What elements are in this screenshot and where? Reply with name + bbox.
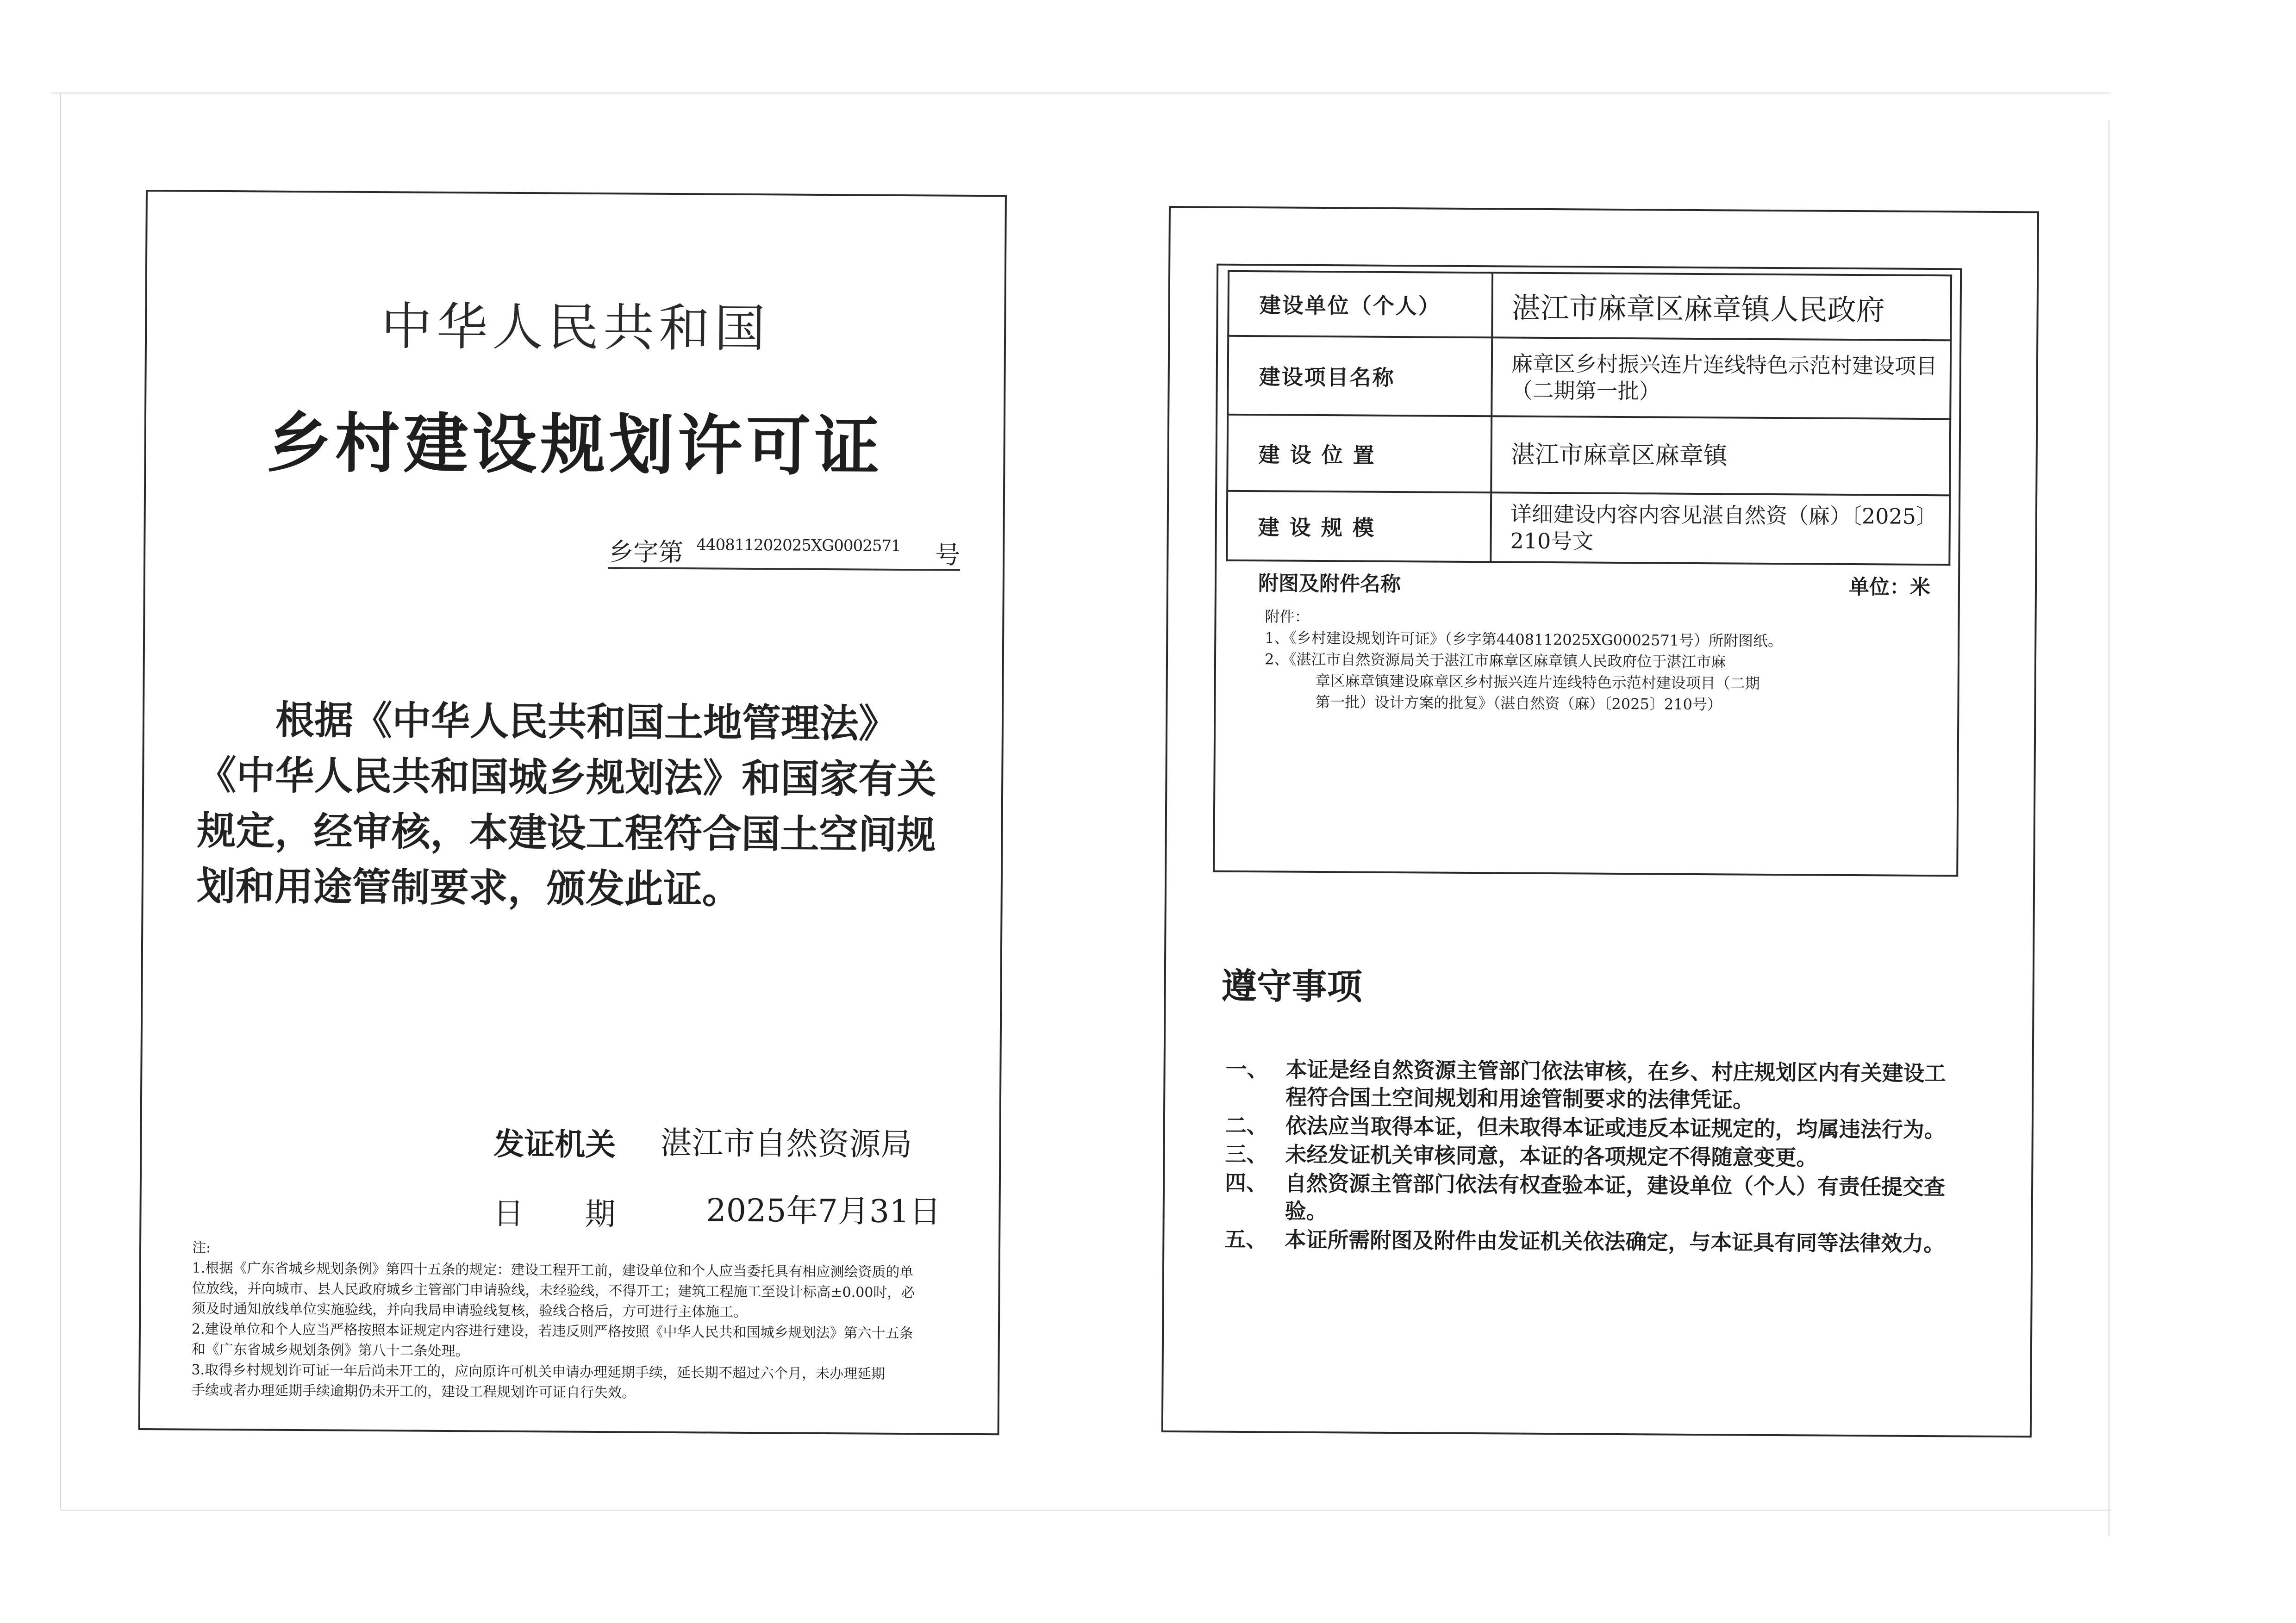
certificate-body: 根据《中华人民共和国土地管理法》《中华人民共和国城乡规划法》和国家有关规定，经审核，本建设工程符合国土空间规划和用途管制要求，颁发此证。	[196, 697, 936, 912]
attachment-line: 第一批）设计方案的批复》（湛自然资（麻）〔2025〕210号）	[1315, 693, 1722, 714]
issuer-value: 湛江市自然资源局	[660, 1125, 912, 1163]
rule-index: 四、	[1224, 1170, 1268, 1196]
rule-item	[1225, 1112, 1957, 1144]
unit-label: 单位：米	[1848, 575, 1931, 600]
rule-text: 本证所需附图及附件由发证机关依法确定，与本证具有同等法律效力。	[1285, 1227, 1945, 1256]
row-value: 麻章区乡村振兴连片连线特色示范村建设项目（二期第一批）	[1491, 337, 1951, 419]
attachments-heading: 附图及附件名称	[1258, 572, 1401, 597]
note-line: 手续或者办理延期手续逾期仍未开工的，建设工程规划许可证自行失效。	[191, 1382, 636, 1401]
rule-text: 自然资源主管部门依法有权查验本证，建设单位（个人）有责任提交查验。	[1285, 1170, 1946, 1224]
rule-index: 五、	[1224, 1226, 1267, 1252]
notes	[191, 1238, 951, 1405]
project-info-box	[1213, 264, 1962, 877]
certificate-detail-panel	[1161, 206, 2039, 1437]
rule-text: 依法应当取得本证，但未取得本证或违反本证规定的，均属违法行为。	[1285, 1113, 1946, 1143]
rule-item	[1225, 1140, 1956, 1173]
row-value: 详细建设内容内容见湛自然资（麻）〔2025〕210号文	[1491, 492, 1950, 565]
row-label: 建 设 位 置	[1227, 415, 1491, 492]
note-line: 须及时通知放线单位实施验线，并向我局申请验线复核，验线合格后，方可进行主体施工。	[192, 1300, 748, 1320]
certificate-number	[608, 528, 961, 571]
note-line: 位放线，并向城市、县人民政府城乡主管部门申请验线，未经验线，不得开工；建筑工程施工至设计标高±0.00时，必	[192, 1280, 915, 1301]
note-line: 1.根据《广东省城乡规划条例》第四十五条的规定：建设工程开工前，建设单位和个人应当委托具有相应测绘资质的单	[192, 1260, 914, 1281]
table-row	[1228, 271, 1951, 341]
date-label: 日 期	[493, 1195, 616, 1232]
certificate-number-value: 440811202025XG0002571	[696, 535, 901, 555]
country-heading: 中华人民共和国	[381, 297, 770, 359]
certificate-number-prefix: 乡字第	[608, 537, 684, 567]
note-line: 注:	[192, 1239, 211, 1256]
rule-text: 未经发证机关审核同意，本证的各项规定不得随意变更。	[1285, 1142, 1818, 1170]
note-line: 3.取得乡村规划许可证一年后尚未开工的，应向原许可机关申请办理延期手续，延长期不超过六个月，未办理延期	[191, 1362, 886, 1382]
note-line: 和《广东省城乡规划条例》第八十二条处理。	[191, 1341, 469, 1360]
row-label: 建设项目名称	[1228, 336, 1492, 416]
issuer-label: 发证机关	[493, 1126, 616, 1163]
rule-text: 本证是经自然资源主管部门依法审核，在乡、村庄规划区内有关建设工程符合国土空间规划和用途管制要求的法律凭证。	[1285, 1057, 1946, 1113]
row-label: 建设单位（个人）	[1228, 271, 1492, 337]
note-line: 2.建设单位和个人应当严格按照本证规定内容进行建设，若违反则严格按照《中华人民共和国城乡规划法》第六十五条	[191, 1321, 913, 1342]
row-value: 湛江市麻章区麻章镇人民政府	[1492, 273, 1951, 340]
rule-index: 一、	[1225, 1056, 1268, 1082]
rule-item	[1224, 1225, 1956, 1258]
attachment-line: 1、《乡村建设规划许可证》（乡字第4408112025XG0002571号）所附图纸。	[1265, 629, 1783, 650]
project-info-table	[1226, 270, 1952, 566]
certificate-title: 乡村建设规划许可证	[266, 405, 884, 485]
rule-item	[1225, 1169, 1957, 1229]
rule-index: 三、	[1225, 1141, 1268, 1167]
table-row	[1227, 415, 1950, 496]
table-row	[1227, 491, 1950, 565]
certificate-cover-panel	[138, 190, 1007, 1435]
attachments-list	[1264, 606, 1922, 716]
attachment-line: 2、《湛江市自然资源局关于湛江市麻章区麻章镇人民政府位于湛江市麻	[1264, 650, 1726, 671]
date-value: 2025年7月31日	[706, 1192, 941, 1231]
table-row	[1228, 336, 1951, 419]
rule-item	[1225, 1055, 1957, 1115]
rule-index: 二、	[1225, 1113, 1268, 1138]
row-label: 建 设 规 模	[1227, 491, 1491, 562]
rules-title: 遵守事项	[1221, 965, 1362, 1007]
scan-edge-left	[60, 93, 61, 1509]
rules-list	[1224, 1055, 1957, 1259]
certificate-number-suffix: 号	[935, 540, 961, 570]
scan-edge-bottom	[60, 1510, 2111, 1511]
attachment-line: 附件：	[1265, 608, 1310, 626]
row-value: 湛江市麻章区麻章镇	[1491, 416, 1950, 495]
attachment-line: 章区麻章镇建设麻章区乡村振兴连片连线特色示范村建设项目（二期	[1315, 672, 1760, 692]
